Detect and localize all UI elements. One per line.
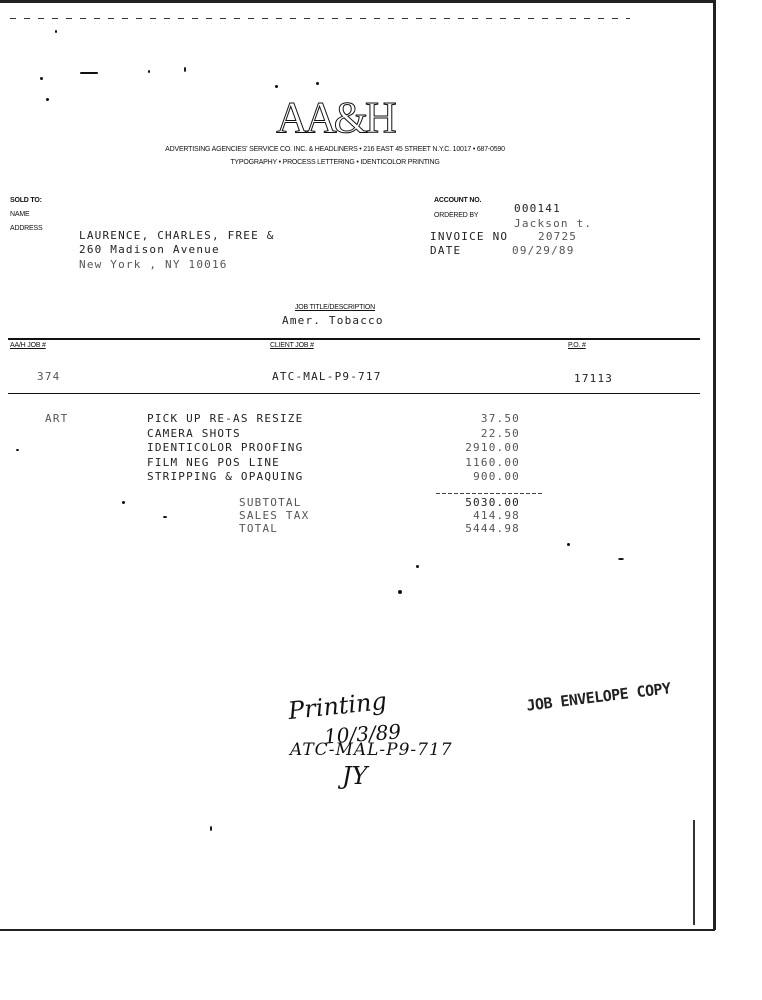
- po-label: P.O. #: [568, 342, 586, 349]
- right-scan-border: [713, 0, 716, 930]
- items-divider: [8, 393, 700, 394]
- scan-speck: [398, 590, 402, 594]
- client-job-number: ATC-MAL-P9-717: [272, 370, 382, 383]
- scan-speck: [80, 72, 98, 74]
- totals-labels: [239, 496, 309, 535]
- account-no-label: ACCOUNT NO.: [434, 197, 482, 204]
- sales-tax-label: SALES TAX: [239, 509, 310, 522]
- line-item-description: IDENTICOLOR PROOFING: [147, 441, 304, 454]
- invoice-date: 09/29/89: [512, 244, 575, 257]
- name-label: NAME: [10, 211, 30, 218]
- company-address-line: ADVERTISING AGENCIES' SERVICE CO. INC. & HEADLINERS • 216 EAST 45 STREET N.Y.C. 10017 • 687-0590: [165, 146, 505, 153]
- subtotal-label: SUBTOTAL: [239, 496, 302, 509]
- total-amount: 5444.98: [465, 522, 520, 535]
- invoice-no: 20725: [538, 230, 578, 243]
- scan-speck: [122, 501, 125, 504]
- scan-speck: [184, 67, 186, 72]
- date-label: DATE: [430, 244, 462, 257]
- line-item-amount: 2910.00: [465, 441, 520, 454]
- aah-job-label: AA/H JOB #: [10, 342, 46, 349]
- header-divider: [8, 338, 700, 340]
- company-logo: [268, 94, 402, 138]
- line-item-description: CAMERA SHOTS: [147, 426, 241, 440]
- line-item-amount: 22.50: [480, 426, 520, 440]
- line-item-description: FILM NEG POS LINE: [147, 455, 280, 469]
- scan-speck: [163, 516, 167, 518]
- line-item-description: PICK UP RE-AS RESIZE: [147, 412, 304, 425]
- handwritten-note-line2: 10/3/89: [323, 719, 402, 749]
- scan-speck: [567, 543, 570, 546]
- line-item-amount: 1160.00: [465, 455, 520, 469]
- account-no: 000141: [514, 202, 561, 215]
- scan-speck: [618, 558, 624, 560]
- ordered-by: Jackson t.: [514, 217, 593, 230]
- line-items-descriptions: [147, 412, 387, 485]
- scan-speck: [55, 30, 57, 33]
- subtotal-divider: [436, 493, 544, 494]
- customer-city: New York , NY 10016: [79, 258, 228, 271]
- handwritten-note-line3: ATC-MAL-P9-717: [290, 740, 453, 760]
- scan-speck: [40, 77, 43, 80]
- job-title: Amer. Tobacco: [282, 314, 384, 327]
- scan-speck: [46, 98, 49, 101]
- customer-name: LAURENCE, CHARLES, FREE &: [79, 229, 275, 242]
- aah-job-number: 374: [37, 370, 61, 383]
- total-label: TOTAL: [239, 522, 279, 535]
- scan-speck: [148, 70, 150, 73]
- top-dotted-edge: [10, 18, 630, 19]
- invoice-no-label: INVOICE NO: [430, 230, 509, 243]
- scan-speck: [16, 449, 19, 451]
- line-items-amounts: [440, 412, 520, 485]
- job-title-label: JOB TITLE/DESCRIPTION: [294, 304, 376, 311]
- line-item-amount: 37.50: [480, 412, 520, 425]
- right-inner-edge: [693, 820, 695, 925]
- bottom-scan-border: [0, 929, 715, 931]
- subtotal-amount: 5030.00: [465, 496, 520, 509]
- sales-tax-amount: 414.98: [473, 509, 520, 522]
- line-item-amount: 900.00: [473, 470, 520, 483]
- svg-text:AA&H: AA&H: [276, 94, 394, 138]
- totals-amounts: [440, 496, 520, 535]
- scan-speck: [416, 565, 419, 568]
- line-item-description: STRIPPING & OPAQUING: [147, 470, 304, 483]
- handwritten-note-line4: JY: [342, 762, 368, 790]
- scan-speck: [316, 82, 319, 85]
- address-label: ADDRESS: [10, 225, 43, 232]
- item-category: ART: [45, 412, 69, 425]
- aah-logo-icon: [268, 94, 402, 138]
- po-number: 17113: [574, 372, 614, 385]
- sold-to-label: SOLD TO:: [10, 197, 42, 204]
- scan-speck: [210, 826, 212, 831]
- customer-street: 260 Madison Avenue: [79, 243, 220, 256]
- handwritten-note-line1: Printing: [286, 686, 389, 726]
- client-job-label: CLIENT JOB #: [270, 342, 314, 349]
- scan-speck: [275, 85, 278, 88]
- job-envelope-copy-stamp: JOB ENVELOPE COPY: [525, 679, 672, 715]
- company-services-line: TYPOGRAPHY • PROCESS LETTERING • IDENTICOLOR PRINTING: [230, 159, 440, 166]
- top-scan-border: [0, 0, 714, 3]
- ordered-by-label: ORDERED BY: [434, 212, 479, 219]
